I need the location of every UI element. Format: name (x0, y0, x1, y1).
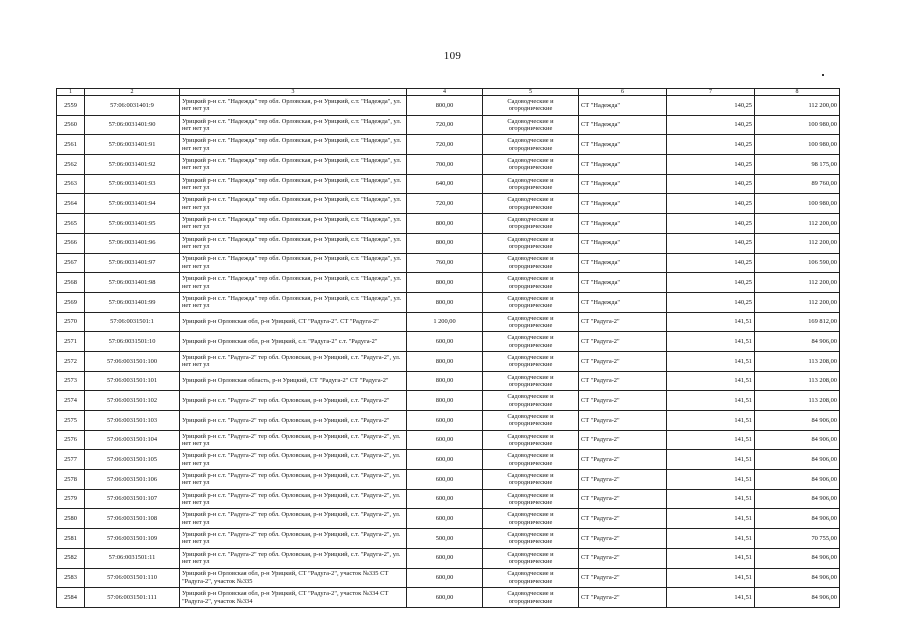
cadastral-number: 57:06:0031401:94 (85, 194, 180, 214)
cadastral-number: 57:06:0031401:96 (85, 233, 180, 253)
cadastral-number: 57:06:0031501:10 (85, 332, 180, 352)
column-header: 3 (180, 89, 407, 96)
specific-value: 141,51 (667, 588, 755, 608)
garden-association: СТ "Радуга-2" (579, 371, 667, 391)
plot-address: Урицкий р-н с.т. "Надежда" тер обл. Орловская, р-н Урицкий, с.т. "Надежда", ул. нет нет ул (180, 273, 407, 293)
garden-association: СТ "Радуга-2" (579, 351, 667, 371)
table-row (57, 430, 840, 450)
cadastral-number: 57:06:0031501:1 (85, 312, 180, 332)
cadastral-value: 112 200,00 (755, 273, 840, 293)
cadastral-value: 84 906,00 (755, 588, 840, 608)
table-row (57, 450, 840, 470)
row-number: 2559 (57, 96, 85, 116)
garden-association: СТ "Надежда" (579, 135, 667, 155)
cadastral-value: 84 906,00 (755, 332, 840, 352)
plot-address: Урицкий р-н с.т. "Надежда" тер обл. Орловская, р-н Урицкий, с.т. "Надежда", ул. нет нет ул (180, 96, 407, 116)
cadastral-value: 70 755,00 (755, 529, 840, 549)
garden-association: СТ "Надежда" (579, 155, 667, 175)
cadastral-number: 57:06:0031401:92 (85, 155, 180, 175)
land-use-type: Садоводческие и огороднические (483, 548, 579, 568)
cadastral-number: 57:06:0031401:99 (85, 292, 180, 312)
row-number: 2580 (57, 509, 85, 529)
table-row (57, 312, 840, 332)
garden-association: СТ "Радуга-2" (579, 430, 667, 450)
specific-value: 141,51 (667, 332, 755, 352)
table-row (57, 548, 840, 568)
row-number: 2574 (57, 391, 85, 411)
cadastral-value: 84 906,00 (755, 411, 840, 431)
plot-address: Урицкий р-н с.т. "Надежда" тер обл. Орловская, р-н Урицкий, с.т. "Надежда", ул. нет нет ул (180, 233, 407, 253)
table-row (57, 135, 840, 155)
specific-value: 140,25 (667, 273, 755, 293)
plot-address: Урицкий р-н с.т. "Радуга-2" тер обл. Орловская, р-н Урицкий, с.т. "Радуга-2", ул. нет нет ул (180, 529, 407, 549)
table-row (57, 174, 840, 194)
specific-value: 141,51 (667, 411, 755, 431)
table-row (57, 489, 840, 509)
row-number: 2566 (57, 233, 85, 253)
specific-value: 141,51 (667, 489, 755, 509)
land-use-type: Садоводческие и огороднические (483, 273, 579, 293)
plot-area: 800,00 (407, 96, 483, 116)
garden-association: СТ "Надежда" (579, 174, 667, 194)
plot-area: 800,00 (407, 233, 483, 253)
plot-area: 600,00 (407, 430, 483, 450)
cadastral-value: 84 906,00 (755, 509, 840, 529)
land-use-type: Садоводческие и огороднические (483, 214, 579, 234)
land-use-type: Садоводческие и огороднические (483, 411, 579, 431)
plot-address: Урицкий р-н Орловская обл, р-н Урицкий, СТ "Радуга-2". СТ "Радуга-2" (180, 312, 407, 332)
cadastral-number: 57:06:0031501:102 (85, 391, 180, 411)
specific-value: 140,25 (667, 233, 755, 253)
column-header: 5 (483, 89, 579, 96)
land-use-type: Садоводческие и огороднические (483, 135, 579, 155)
cadastral-number: 57:06:0031401:98 (85, 273, 180, 293)
land-use-type: Садоводческие и огороднические (483, 155, 579, 175)
cadastral-value: 84 906,00 (755, 489, 840, 509)
specific-value: 140,25 (667, 292, 755, 312)
cadastral-value: 84 906,00 (755, 548, 840, 568)
column-header: 1 (57, 89, 85, 96)
plot-address: Урицкий р-н с.т. "Радуга-2" тер обл. Орловская, р-н Урицкий, с.т. "Радуга-2", ул. нет нет ул (180, 351, 407, 371)
plot-area: 600,00 (407, 568, 483, 588)
specific-value: 141,51 (667, 509, 755, 529)
plot-area: 800,00 (407, 351, 483, 371)
plot-address: Урицкий р-н с.т. "Надежда" тер обл. Орловская, р-н Урицкий, с.т. "Надежда", ул. нет нет ул (180, 214, 407, 234)
cadastral-value: 112 200,00 (755, 214, 840, 234)
plot-area: 1 200,00 (407, 312, 483, 332)
row-number: 2578 (57, 470, 85, 490)
cadastral-value: 113 208,00 (755, 371, 840, 391)
land-use-type: Садоводческие и огороднические (483, 233, 579, 253)
table-row (57, 411, 840, 431)
garden-association: СТ "Радуга-2" (579, 411, 667, 431)
plot-area: 600,00 (407, 588, 483, 608)
plot-area: 600,00 (407, 548, 483, 568)
cadastral-number: 57:06:0031401:9 (85, 96, 180, 116)
table-row (57, 253, 840, 273)
land-use-type: Садоводческие и огороднические (483, 253, 579, 273)
column-number-row (57, 89, 840, 96)
row-number: 2565 (57, 214, 85, 234)
cadastral-number: 57:06:0031501:109 (85, 529, 180, 549)
table-row (57, 391, 840, 411)
row-number: 2575 (57, 411, 85, 431)
table-row (57, 273, 840, 293)
garden-association: СТ "Радуга-2" (579, 332, 667, 352)
row-number: 2564 (57, 194, 85, 214)
cadastral-value: 84 906,00 (755, 470, 840, 490)
row-number: 2572 (57, 351, 85, 371)
plot-area: 600,00 (407, 332, 483, 352)
plot-address: Урицкий р-н с.т. "Надежда" тер обл. Орловская, р-н Урицкий, с.т. "Надежда", ул. нет нет ул (180, 115, 407, 135)
plot-area: 640,00 (407, 174, 483, 194)
specific-value: 140,25 (667, 115, 755, 135)
cadastral-number: 57:06:0031501:110 (85, 568, 180, 588)
row-number: 2576 (57, 430, 85, 450)
plot-address: Урицкий р-н с.т. "Радуга-2" тер обл. Орловская, р-н Урицкий, с.т. "Радуга-2", ул. нет нет ул (180, 509, 407, 529)
garden-association: СТ "Радуга-2" (579, 391, 667, 411)
plot-address: Урицкий р-н с.т. "Радуга-2" тер обл. Орловская, р-н Урицкий, с.т. "Радуга-2", ул. нет нет ул (180, 489, 407, 509)
table-row (57, 470, 840, 490)
column-header: 6 (579, 89, 667, 96)
column-header: 4 (407, 89, 483, 96)
land-use-type: Садоводческие и огороднические (483, 391, 579, 411)
garden-association: СТ "Надежда" (579, 233, 667, 253)
plot-area: 500,00 (407, 529, 483, 549)
cadastral-value: 98 175,00 (755, 155, 840, 175)
garden-association: СТ "Радуга-2" (579, 568, 667, 588)
land-use-type: Садоводческие и огороднические (483, 529, 579, 549)
land-use-type: Садоводческие и огороднические (483, 430, 579, 450)
cadastral-number: 57:06:0031501:105 (85, 450, 180, 470)
garden-association: СТ "Надежда" (579, 194, 667, 214)
cadastral-number: 57:06:0031501:107 (85, 489, 180, 509)
scan-speck (822, 74, 824, 76)
specific-value: 141,51 (667, 351, 755, 371)
cadastral-number: 57:06:0031501:101 (85, 371, 180, 391)
plot-address: Урицкий р-н с.т. "Надежда" тер обл. Орловская, р-н Урицкий, с.т. "Надежда", ул. нет нет ул (180, 194, 407, 214)
plot-address: Урицкий р-н Орловская обл, р-н Урицкий, СТ "Радуга-2", участок №334 СТ "Радуга-2", участок №334 (180, 588, 407, 608)
plot-area: 600,00 (407, 470, 483, 490)
land-use-type: Садоводческие и огороднические (483, 568, 579, 588)
plot-address: Урицкий р-н с.т. "Надежда" тер обл. Орловская, р-н Урицкий, с.т. "Надежда", ул. нет нет ул (180, 155, 407, 175)
cadastral-value: 112 200,00 (755, 233, 840, 253)
garden-association: СТ "Надежда" (579, 273, 667, 293)
specific-value: 140,25 (667, 214, 755, 234)
land-use-type: Садоводческие и огороднические (483, 450, 579, 470)
cadastral-number: 57:06:0031501:103 (85, 411, 180, 431)
cadastral-number: 57:06:0031501:104 (85, 430, 180, 450)
land-use-type: Садоводческие и огороднические (483, 194, 579, 214)
land-use-type: Садоводческие и огороднические (483, 351, 579, 371)
specific-value: 141,51 (667, 371, 755, 391)
specific-value: 141,51 (667, 391, 755, 411)
plot-area: 760,00 (407, 253, 483, 273)
row-number: 2569 (57, 292, 85, 312)
row-number: 2579 (57, 489, 85, 509)
plot-area: 800,00 (407, 391, 483, 411)
cadastral-number: 57:06:0031501:111 (85, 588, 180, 608)
row-number: 2582 (57, 548, 85, 568)
garden-association: СТ "Радуга-2" (579, 509, 667, 529)
plot-address: Урицкий р-н Орловская обл, р-н Урицкий, СТ "Радуга-2", участок №335 СТ "Радуга-2", участок №335 (180, 568, 407, 588)
plot-address: Урицкий р-н с.т. "Надежда" тер обл. Орловская, р-н Урицкий, с.т. "Надежда", ул. нет нет ул (180, 174, 407, 194)
row-number: 2584 (57, 588, 85, 608)
cadastral-value: 169 812,00 (755, 312, 840, 332)
specific-value: 141,51 (667, 568, 755, 588)
specific-value: 140,25 (667, 174, 755, 194)
cadastral-number: 57:06:0031401:90 (85, 115, 180, 135)
land-use-type: Садоводческие и огороднические (483, 470, 579, 490)
row-number: 2577 (57, 450, 85, 470)
garden-association: СТ "Радуга-2" (579, 529, 667, 549)
plot-address: Урицкий р-н с.т. "Надежда" тер обл. Орловская, р-н Урицкий, с.т. "Надежда", ул. нет нет ул (180, 135, 407, 155)
cadastral-number: 57:06:0031501:11 (85, 548, 180, 568)
row-number: 2562 (57, 155, 85, 175)
garden-association: СТ "Радуга-2" (579, 548, 667, 568)
garden-association: СТ "Надежда" (579, 115, 667, 135)
table-row (57, 509, 840, 529)
land-use-type: Садоводческие и огороднические (483, 174, 579, 194)
plot-area: 600,00 (407, 411, 483, 431)
land-use-type: Садоводческие и огороднические (483, 312, 579, 332)
garden-association: СТ "Радуга-2" (579, 588, 667, 608)
cadastral-value: 112 200,00 (755, 96, 840, 116)
garden-association: СТ "Надежда" (579, 96, 667, 116)
row-number: 2583 (57, 568, 85, 588)
plot-address: Урицкий р-н с.т. "Радуга-2" тер обл. Орловская, р-н Урицкий, с.т. "Радуга-2" (180, 411, 407, 431)
cadastral-value: 106 590,00 (755, 253, 840, 273)
row-number: 2568 (57, 273, 85, 293)
specific-value: 141,51 (667, 430, 755, 450)
plot-address: Урицкий р-н с.т. "Надежда" тер обл. Орловская, р-н Урицкий, с.т. "Надежда", ул. нет нет ул (180, 292, 407, 312)
registry-body (57, 96, 840, 608)
table-row (57, 588, 840, 608)
table-row (57, 233, 840, 253)
plot-area: 800,00 (407, 214, 483, 234)
specific-value: 140,25 (667, 194, 755, 214)
table-row (57, 292, 840, 312)
cadastral-value: 100 980,00 (755, 135, 840, 155)
plot-address: Урицкий р-н Орловская обл, р-н Урицкий, с.т. "Радуга-2" с.т. "Радуга-2" (180, 332, 407, 352)
cadastral-value: 84 906,00 (755, 450, 840, 470)
specific-value: 141,51 (667, 312, 755, 332)
row-number: 2567 (57, 253, 85, 273)
row-number: 2573 (57, 371, 85, 391)
cadastral-value: 84 906,00 (755, 568, 840, 588)
table-row (57, 214, 840, 234)
cadastral-number: 57:06:0031401:95 (85, 214, 180, 234)
plot-area: 800,00 (407, 292, 483, 312)
row-number: 2571 (57, 332, 85, 352)
cadastral-number: 57:06:0031501:106 (85, 470, 180, 490)
table-row (57, 115, 840, 135)
plot-area: 720,00 (407, 135, 483, 155)
land-use-type: Садоводческие и огороднические (483, 292, 579, 312)
table-row (57, 332, 840, 352)
specific-value: 140,25 (667, 253, 755, 273)
plot-area: 720,00 (407, 115, 483, 135)
cadastral-number: 57:06:0031401:97 (85, 253, 180, 273)
row-number: 2581 (57, 529, 85, 549)
column-header: 8 (755, 89, 840, 96)
page-number: 109 (443, 50, 462, 62)
garden-association: СТ "Радуга-2" (579, 470, 667, 490)
table-row (57, 351, 840, 371)
land-use-type: Садоводческие и огороднические (483, 509, 579, 529)
plot-address: Урицкий р-н с.т. "Радуга-2" тер обл. Орловская, р-н Урицкий, с.т. "Радуга-2", ул. нет нет ул (180, 450, 407, 470)
cadastral-value: 113 208,00 (755, 391, 840, 411)
plot-area: 800,00 (407, 273, 483, 293)
plot-area: 600,00 (407, 489, 483, 509)
cadastral-number: 57:06:0031401:91 (85, 135, 180, 155)
table-row (57, 96, 840, 116)
row-number: 2563 (57, 174, 85, 194)
plot-area: 720,00 (407, 194, 483, 214)
cadastral-value: 100 980,00 (755, 115, 840, 135)
plot-address: Урицкий р-н с.т. "Радуга-2" тер обл. Орловская, р-н Урицкий, с.т. "Радуга-2", ул. нет нет ул (180, 470, 407, 490)
row-number: 2561 (57, 135, 85, 155)
plot-address: Урицкий р-н с.т. "Радуга-2" тер обл. Орловская, р-н Урицкий, с.т. "Радуга-2", ул. нет нет ул (180, 430, 407, 450)
plot-area: 800,00 (407, 371, 483, 391)
cadastral-number: 57:06:0031401:93 (85, 174, 180, 194)
specific-value: 141,51 (667, 470, 755, 490)
table-row (57, 568, 840, 588)
column-header: 7 (667, 89, 755, 96)
land-use-type: Садоводческие и огороднические (483, 96, 579, 116)
cadastral-value: 112 200,00 (755, 292, 840, 312)
plot-address: Урицкий р-н с.т. "Радуга-2" тер обл. Орловская, р-н Урицкий, с.т. "Радуга-2", ул. нет нет ул (180, 548, 407, 568)
garden-association: СТ "Надежда" (579, 253, 667, 273)
table-row (57, 194, 840, 214)
plot-address: Урицкий р-н с.т. "Надежда" тер обл. Орловская, р-н Урицкий, с.т. "Надежда", ул. нет нет ул (180, 253, 407, 273)
specific-value: 140,25 (667, 135, 755, 155)
specific-value: 141,51 (667, 548, 755, 568)
land-use-type: Садоводческие и огороднические (483, 115, 579, 135)
garden-association: СТ "Радуга-2" (579, 312, 667, 332)
table-row (57, 155, 840, 175)
garden-association: СТ "Надежда" (579, 214, 667, 234)
plot-area: 600,00 (407, 509, 483, 529)
cadastral-value: 89 760,00 (755, 174, 840, 194)
plot-area: 700,00 (407, 155, 483, 175)
plot-address: Урицкий р-н с.т. "Радуга-2" тер обл. Орловская, р-н Урицкий, с.т. "Радуга-2" (180, 391, 407, 411)
cadastral-number: 57:06:0031501:100 (85, 351, 180, 371)
cadastral-value: 100 980,00 (755, 194, 840, 214)
garden-association: СТ "Надежда" (579, 292, 667, 312)
specific-value: 141,51 (667, 529, 755, 549)
row-number: 2560 (57, 115, 85, 135)
land-use-type: Садоводческие и огороднические (483, 332, 579, 352)
cadastral-value: 113 208,00 (755, 351, 840, 371)
cadastral-number: 57:06:0031501:108 (85, 509, 180, 529)
specific-value: 140,25 (667, 96, 755, 116)
land-use-type: Садоводческие и огороднические (483, 588, 579, 608)
row-number: 2570 (57, 312, 85, 332)
table-row (57, 371, 840, 391)
land-registry-table (56, 88, 840, 608)
plot-address: Урицкий р-н Орловская область, р-н Урицкий, СТ "Радуга-2" СТ "Радуга-2" (180, 371, 407, 391)
land-use-type: Садоводческие и огороднические (483, 489, 579, 509)
cadastral-value: 84 906,00 (755, 430, 840, 450)
column-header: 2 (85, 89, 180, 96)
specific-value: 141,51 (667, 450, 755, 470)
table-row (57, 529, 840, 549)
plot-area: 600,00 (407, 450, 483, 470)
land-use-type: Садоводческие и огороднические (483, 371, 579, 391)
garden-association: СТ "Радуга-2" (579, 489, 667, 509)
specific-value: 140,25 (667, 155, 755, 175)
garden-association: СТ "Радуга-2" (579, 450, 667, 470)
